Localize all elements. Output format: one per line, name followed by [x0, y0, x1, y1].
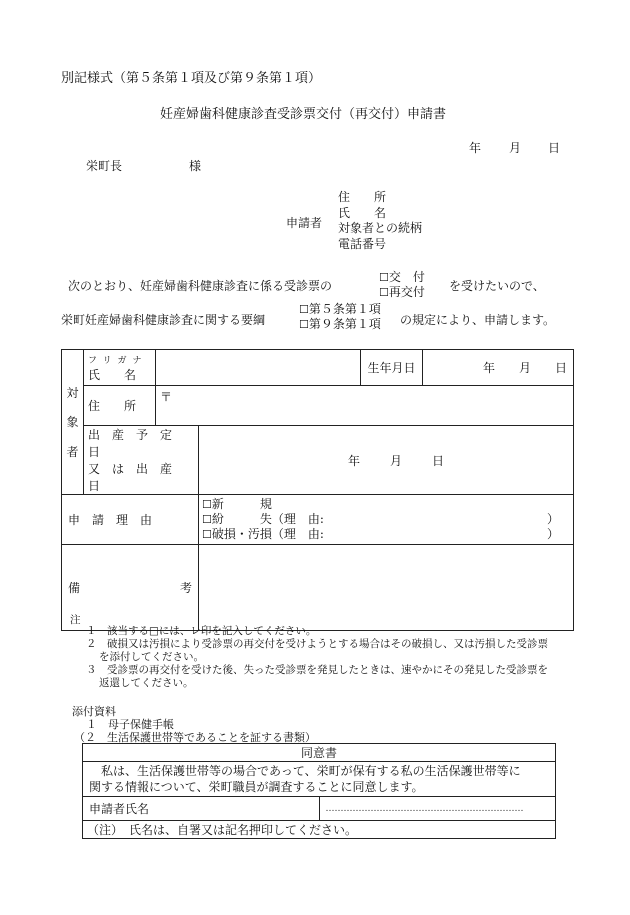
address-input[interactable] [156, 386, 574, 426]
reason-new-label: 新 規 [211, 497, 272, 511]
name-input[interactable] [156, 350, 361, 386]
due-line1: 出 産 予 定 日 [88, 428, 185, 459]
reason-lost-label: 紛 失（理 由: [211, 512, 324, 526]
note-text: 該当する□には、レ印を記入してください。 [107, 625, 317, 637]
furigana-label: フリガナ [88, 355, 148, 366]
close-paren: ） [546, 512, 559, 526]
consent-body-line1: 私は、生活保護世帯等の場合であって、栄町が保有する私の生活保護世帯等に [101, 764, 521, 778]
reason-options [199, 495, 574, 545]
name-label: 氏 名 [88, 367, 137, 382]
applicant-label: 申請者 [286, 216, 323, 230]
notes-list [86, 625, 548, 690]
birth-label: 生年月日 [361, 350, 423, 386]
checkbox-icon[interactable]: ☐ [202, 528, 212, 541]
option-art9-label: 第９条第１項 [308, 317, 381, 331]
reason-lost[interactable] [202, 512, 569, 527]
dotted-line: ………………………………………………………… [325, 803, 524, 814]
attachments-heading: 添付資料 [72, 705, 116, 718]
date-year: 年 [469, 141, 482, 155]
option-art5[interactable] [299, 302, 381, 317]
reason-damaged-label: 破損・汚損（理 由: [211, 527, 324, 541]
consent-body-line2: 関する情報について、栄町職員が調査することに同意します。 [89, 780, 424, 794]
checkbox-icon[interactable]: ☐ [202, 513, 212, 526]
option-art9[interactable] [299, 317, 381, 332]
field-name: 氏 名 [338, 205, 387, 220]
note-cont: を添付してください。 [99, 651, 204, 663]
statement-line2-after: の規定により、申請します。 [400, 313, 556, 327]
birth-input[interactable] [423, 350, 574, 386]
note-item [86, 625, 548, 638]
checkbox-icon[interactable]: ☐ [299, 318, 309, 331]
note-num: １ [86, 625, 97, 637]
checkbox-icon[interactable]: ☐ [379, 286, 389, 299]
note-item [86, 664, 548, 677]
reason-label-text: 申 請 理 由 [68, 513, 153, 527]
subject-char: 対 [66, 386, 79, 401]
form-id: 別記様式（第５条第１項及び第９条第１項） [61, 71, 322, 86]
option-issue-label: 交 付 [388, 270, 425, 284]
note-num: ３ [86, 664, 97, 676]
birth-day: 日 [554, 361, 567, 375]
option-issue[interactable] [379, 270, 425, 285]
consent-table [82, 743, 556, 839]
remarks-label-a: 備 [68, 581, 81, 595]
birth-month: 月 [518, 361, 531, 375]
subject-label [62, 350, 84, 495]
note-num: ２ [86, 638, 97, 650]
birth-year: 年 [482, 361, 495, 375]
date-day: 日 [548, 141, 561, 155]
attachment-item-2: （２ 生活保護世帯等であることを証する書類） [74, 731, 316, 744]
note-item [86, 638, 548, 651]
due-line2: 又 は 出 産 日 [88, 462, 185, 493]
due-day: 日 [432, 453, 445, 468]
remarks-input[interactable] [199, 545, 574, 631]
due-year: 年 [347, 453, 360, 468]
issue-options [379, 270, 425, 300]
checkbox-icon[interactable]: ☐ [202, 498, 212, 511]
addressee: 栄町長 [86, 159, 123, 173]
article-options [299, 302, 381, 332]
close-paren: ） [546, 527, 559, 541]
due-month: 月 [389, 453, 402, 468]
note-text: 破損又は汚損により受診票の再交付を受けようとする場合はその破損し、又は汚損した受診票 [107, 638, 548, 650]
postal-mark: 〒 [160, 390, 173, 404]
consent-name-input[interactable] [319, 797, 556, 821]
statement-line1-after: を受けたいので、 [449, 279, 545, 293]
checkbox-icon[interactable]: ☐ [379, 271, 389, 284]
applicant-fields [338, 190, 422, 252]
option-reissue[interactable] [379, 285, 425, 300]
field-phone: 電話番号 [338, 236, 387, 251]
field-relationship: 対象者との続柄 [338, 221, 423, 235]
consent-body [83, 762, 556, 797]
note-cont: 返還してください。 [99, 677, 194, 689]
reason-new[interactable] [202, 497, 569, 512]
subject-char: 者 [66, 444, 79, 459]
field-address: 住 所 [338, 190, 387, 204]
consent-name-label: 申請者氏名 [83, 797, 320, 821]
attachment-item-1: １ 母子保健手帳 [86, 718, 174, 731]
option-art5-label: 第５条第１項 [308, 302, 381, 316]
notes-heading: 注 [70, 614, 81, 626]
address-label: 住 所 [84, 386, 156, 426]
page-title: 妊産婦歯科健康診査受診票交付（再交付）申請書 [160, 107, 447, 122]
due-date-label [84, 426, 199, 495]
consent-title: 同意書 [83, 744, 556, 762]
reason-damaged[interactable] [202, 527, 569, 542]
consent-footnote: （注） 氏名は、自署又は記名押印してください。 [83, 821, 556, 839]
name-label-cell [84, 350, 156, 386]
checkbox-icon[interactable]: ☐ [299, 303, 309, 316]
statement-line2-before: 栄町妊産婦歯科健康診査に関する要綱 [61, 313, 266, 327]
reason-label [62, 495, 199, 545]
due-date-input[interactable] [199, 426, 574, 495]
subject-char: 象 [66, 415, 79, 430]
application-table [61, 349, 574, 631]
remarks-label-b: 考 [179, 581, 192, 595]
option-reissue-label: 再交付 [388, 285, 425, 299]
date-month: 月 [509, 141, 522, 155]
note-text: 受診票の再交付を受けた後、失った受診票を発見したときは、速やかにその発見した受診票を [107, 664, 548, 676]
remarks-label [62, 545, 199, 631]
honorific: 様 [189, 159, 202, 173]
statement-line1-before: 次のとおり、妊産婦歯科健康診査に係る受診票の [68, 279, 333, 293]
